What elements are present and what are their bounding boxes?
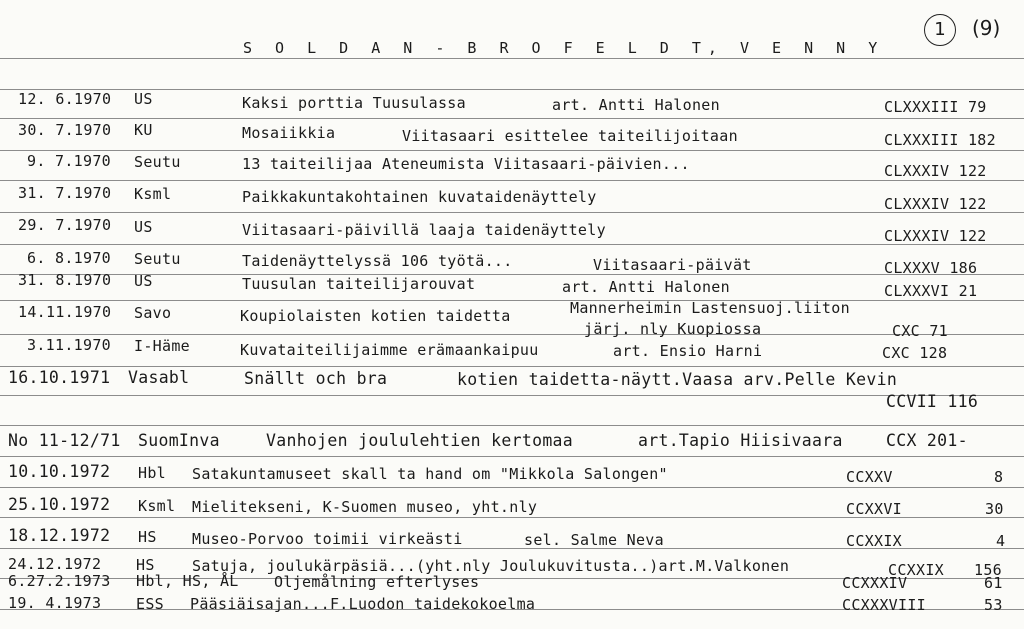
- entry-title: Satuja, joulukärpäsiä...(yht.nly Joulukuvitusta..)art.M.Valkonen: [192, 557, 790, 575]
- rule-line: [0, 150, 1024, 151]
- entry-paper: HS: [138, 528, 157, 546]
- entry-ref: CLXXXVI 21: [884, 282, 978, 300]
- entry-title: Kuvataiteilijaimme erämaankaipuu: [240, 341, 539, 359]
- rule-line: [0, 212, 1024, 213]
- rule-line: [0, 89, 1024, 90]
- rule-line: [0, 274, 1024, 275]
- rule-line: [0, 456, 1024, 457]
- entry-date: 31. 8.1970: [18, 271, 112, 289]
- entry-title: 13 taiteilijaa Ateneumista Viitasaari-päivien...: [242, 155, 690, 173]
- entry-title: Mosaiikkia: [242, 124, 336, 142]
- entry-page: 53: [984, 596, 1003, 614]
- entry-date: 6.27.2.1973: [8, 572, 111, 590]
- entry-note: kotien taidetta-näytt.Vaasa arv.Pelle Kevin: [457, 370, 898, 389]
- rule-line: [0, 244, 1024, 245]
- entry-title: Taidenäyttelyssä 106 työtä...: [242, 252, 513, 270]
- entry-date: 18.12.1972: [8, 526, 111, 545]
- entry-title: Kaksi porttia Tuusulassa: [242, 94, 466, 112]
- entry-title: Snällt och bra: [244, 369, 388, 388]
- entry-page: 61: [984, 574, 1003, 592]
- entry-ref: CLXXXIII 182: [884, 131, 996, 149]
- entry-paper: Seutu: [134, 153, 181, 171]
- entry-paper: Hbl, HS, ÅL: [136, 572, 239, 590]
- entry-ref: CCXXIX: [888, 561, 944, 579]
- entry-ref: CLXXXIV 122: [884, 162, 987, 180]
- entry-note: Viitasaari-päivät: [593, 256, 752, 274]
- entry-ref: CCX 201-: [886, 431, 968, 450]
- entry-paper: I-Häme: [134, 337, 190, 355]
- entry-ref: CXC 128: [882, 344, 948, 362]
- entry-title: Museo-Porvoo toimii virkeästi: [192, 530, 463, 548]
- entry-paper: Ksml: [138, 497, 176, 515]
- entry-title: Koupiolaisten kotien taidetta: [240, 307, 511, 325]
- rule-line: [0, 300, 1024, 301]
- rule-line: [0, 118, 1024, 119]
- rule-line: [0, 180, 1024, 181]
- entry-date: 6. 8.1970: [27, 249, 111, 267]
- entry-ref: CXC 71: [892, 322, 948, 340]
- entry-date: 9. 7.1970: [27, 152, 111, 170]
- entry-date: 29. 7.1970: [18, 216, 112, 234]
- entry-page: 30: [985, 500, 1004, 518]
- entry-page: 8: [994, 468, 1004, 486]
- entry-title: Oljemålning efterlyses: [274, 573, 480, 591]
- entry-note: art.Tapio Hiisivaara: [638, 431, 843, 450]
- entry-note: Viitasaari esittelee taiteilijoitaan: [402, 127, 738, 145]
- entry-page: 4: [996, 532, 1006, 550]
- paren-number: (9): [972, 16, 1001, 40]
- entry-ref: CLXXXIV 122: [884, 227, 987, 245]
- rule-line: [0, 425, 1024, 426]
- entry-note: art. Ensio Harni: [613, 342, 763, 360]
- entry-date: 24.12.1972: [8, 555, 102, 573]
- entry-title: Viitasaari-päivillä laaja taidenäyttely: [242, 221, 606, 239]
- entry-date: 31. 7.1970: [18, 184, 112, 202]
- entry-note: art. Antti Halonen: [552, 96, 720, 114]
- entry-paper: Hbl: [138, 464, 166, 482]
- entry-date: 16.10.1971: [8, 368, 111, 387]
- entry-ref: CCXXXVIII: [842, 596, 926, 614]
- rule-line: [0, 58, 1024, 59]
- entry-date: 19. 4.1973: [8, 594, 102, 612]
- entry-paper: Ksml: [134, 185, 172, 203]
- entry-title: Pääsiäisajan...F.Luodon taidekokoelma: [190, 595, 536, 613]
- entry-note: Mannerheimin Lastensuoj.liiton: [570, 299, 850, 317]
- circled-number: 1: [924, 14, 956, 46]
- entry-ref: CCXXXIV: [842, 574, 908, 592]
- entry-title: Paikkakuntakohtainen kuvataidenäyttely: [242, 188, 597, 206]
- entry-ref: CCXXVI: [846, 500, 902, 518]
- entry-paper: US: [134, 218, 153, 236]
- entry-date: 3.11.1970: [27, 336, 111, 354]
- entry-note-2: järj. nly Kuopiossa: [584, 320, 762, 338]
- entry-date: 25.10.1972: [8, 495, 111, 514]
- entry-ref: CLXXXIV 122: [884, 195, 987, 213]
- entry-title: Satakuntamuseet skall ta hand om "Mikkola Salongen": [192, 465, 668, 483]
- entry-paper: Savo: [134, 304, 172, 322]
- entry-paper: ESS: [136, 595, 164, 613]
- entry-date: 10.10.1972: [8, 462, 111, 481]
- entry-date: 12. 6.1970: [18, 90, 112, 108]
- entry-ref: CCXXV: [846, 468, 893, 486]
- rule-line: [0, 366, 1024, 367]
- entry-ref: CCVII 116: [886, 392, 979, 411]
- entry-paper: KU: [134, 121, 153, 139]
- entry-title: Tuusulan taiteilijarouvat: [242, 275, 476, 293]
- entry-paper: Seutu: [134, 250, 181, 268]
- entry-date: 14.11.1970: [18, 303, 112, 321]
- entry-ref: CCXXIX: [846, 532, 902, 550]
- entry-paper: US: [134, 90, 153, 108]
- entry-title: Vanhojen joululehtien kertomaa: [266, 431, 574, 450]
- entry-paper: US: [134, 272, 153, 290]
- entry-note: art. Antti Halonen: [562, 278, 730, 296]
- entry-date: 30. 7.1970: [18, 121, 112, 139]
- entry-title: Mielitekseni, K-Suomen museo, yht.nly: [192, 498, 538, 516]
- card-heading: S O L D A N - B R O F E L D T, V E N N Y: [243, 39, 885, 57]
- rule-line: [0, 487, 1024, 488]
- entry-paper: SuomInva: [138, 431, 220, 450]
- entry-ref: CLXXXIII 79: [884, 98, 987, 116]
- entry-ref: CLXXXV 186: [884, 259, 978, 277]
- entry-date: No 11-12/71: [8, 431, 121, 450]
- entry-paper: HS: [136, 556, 155, 574]
- rule-line: [0, 334, 1024, 335]
- rule-line: [0, 395, 1024, 396]
- entry-paper: Vasabl: [128, 368, 190, 387]
- entry-page: 156: [974, 561, 1002, 579]
- entry-note: sel. Salme Neva: [524, 531, 664, 549]
